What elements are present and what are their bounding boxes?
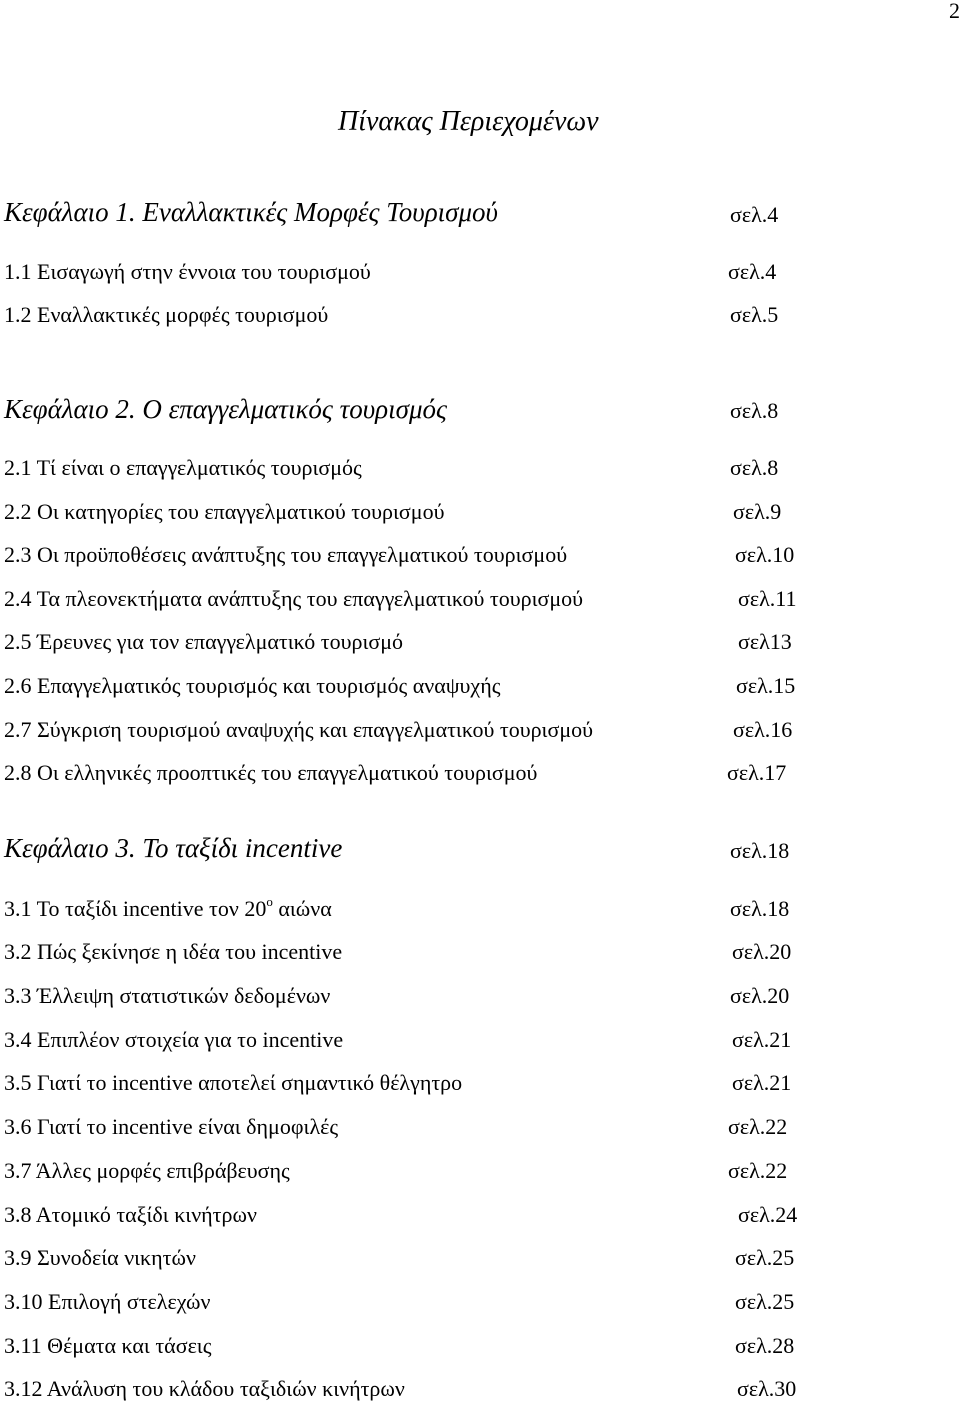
- toc-item-3-10-page: σελ.25: [735, 1289, 795, 1314]
- toc-item-2-4: 2.4 Τα πλεονεκτήματα ανάπτυξης του επαγγελματικού τουρισμού: [4, 586, 584, 611]
- toc-item-3-12-page: σελ.30: [737, 1376, 797, 1401]
- toc-item-3-11-page: σελ.28: [735, 1333, 795, 1358]
- toc-item-3-4: 3.4 Επιπλέον στοιχεία για το incentive: [4, 1027, 344, 1052]
- chapter-3-title: Κεφάλαιο 3. Το ταξίδι incentive: [4, 833, 343, 863]
- toc-item-2-8-page: σελ.17: [727, 760, 787, 785]
- toc-item-3-2: 3.2 Πώς ξεκίνησε η ιδέα του incentive: [4, 939, 343, 964]
- toc-item-3-9: 3.9 Συνοδεία νικητών: [4, 1245, 196, 1270]
- chapter-2-title: Κεφάλαιο 2. Ο επαγγελματικός τουρισμός: [4, 394, 447, 424]
- toc-title: Πίνακας Περιεχομένων: [338, 106, 599, 137]
- toc-item-3-5: 3.5 Γιατί το incentive αποτελεί σημαντικό θέλγητρο: [4, 1070, 463, 1095]
- toc-item-2-7: 2.7 Σύγκριση τουρισμού αναψυχής και επαγγελματικού τουρισμού: [4, 717, 594, 742]
- toc-item-3-8-page: σελ.24: [738, 1202, 798, 1227]
- toc-item-3-2-page: σελ.20: [732, 939, 792, 964]
- toc-item-3-6: 3.6 Γιατί το incentive είναι δημοφιλές: [4, 1114, 339, 1139]
- toc-item-2-7-page: σελ.16: [733, 717, 793, 742]
- toc-item-2-6: 2.6 Επαγγελματικός τουρισμός και τουρισμός αναψυχής: [4, 673, 501, 698]
- chapter-3-page: σελ.18: [730, 838, 790, 863]
- toc-item-3-7-page: σελ.22: [728, 1158, 788, 1183]
- toc-item-1-1-page: σελ.4: [728, 259, 777, 284]
- toc-item-2-4-page: σελ.11: [738, 586, 797, 611]
- toc-item-1-2: 1.2 Εναλλακτικές μορφές τουρισμού: [4, 302, 329, 327]
- chapter-1-title: Κεφάλαιο 1. Εναλλακτικές Μορφές Τουρισμού: [4, 197, 498, 227]
- toc-item-3-3: 3.3 Έλλειψη στατιστικών δεδομένων: [4, 983, 331, 1008]
- toc-item-2-3-page: σελ.10: [735, 542, 795, 567]
- toc-item-2-3: 2.3 Οι προϋποθέσεις ανάπτυξης του επαγγελματικού τουρισμού: [4, 542, 568, 567]
- toc-item-3-4-page: σελ.21: [732, 1027, 792, 1052]
- toc-item-2-6-page: σελ.15: [736, 673, 796, 698]
- toc-item-3-6-page: σελ.22: [728, 1114, 788, 1139]
- toc-item-2-2: 2.2 Οι κατηγορίες του επαγγελματικού τουρισμού: [4, 499, 445, 524]
- toc-item-2-1-page: σελ.8: [730, 455, 779, 480]
- toc-item-2-2-page: σελ.9: [733, 499, 782, 524]
- toc-item-3-3-page: σελ.20: [730, 983, 790, 1008]
- toc-item-3-9-page: σελ.25: [735, 1245, 795, 1270]
- toc-item-2-5: 2.5 Έρευνες για τον επαγγελματικό τουρισμό: [4, 629, 404, 654]
- toc-item-1-1: 1.1 Εισαγωγή στην έννοια του τουρισμού: [4, 259, 371, 284]
- superscript-ordinal: ο: [266, 894, 273, 909]
- toc-item-2-5-page: σελ13: [738, 629, 792, 654]
- toc-item-3-5-page: σελ.21: [732, 1070, 792, 1095]
- page-number: 2: [949, 0, 960, 23]
- toc-item-3-1: [4, 894, 332, 921]
- toc-item-3-11: 3.11 Θέματα και τάσεις: [4, 1333, 212, 1358]
- toc-item-1-2-page: σελ.5: [730, 302, 779, 327]
- toc-item-3-1-text-after: αιώνα: [272, 896, 332, 921]
- chapter-2-page: σελ.8: [730, 398, 779, 423]
- toc-item-2-8: 2.8 Οι ελληνικές προοπτικές του επαγγελματικού τουρισμού: [4, 760, 538, 785]
- toc-item-3-8: 3.8 Ατομικό ταξίδι κινήτρων: [4, 1202, 257, 1227]
- toc-item-3-7: 3.7 Άλλες μορφές επιβράβευσης: [4, 1158, 290, 1183]
- toc-item-3-1-page: σελ.18: [730, 896, 790, 921]
- chapter-1-page: σελ.4: [730, 202, 779, 227]
- toc-item-2-1: 2.1 Τί είναι ο επαγγελματικός τουρισμός: [4, 455, 362, 480]
- toc-item-3-12: 3.12 Ανάλυση του κλάδου ταξιδιών κινήτρων: [4, 1376, 405, 1401]
- toc-item-3-10: 3.10 Επιλογή στελεχών: [4, 1289, 211, 1314]
- toc-item-3-1-text: 3.1 Το ταξίδι incentive τον 20: [4, 896, 267, 921]
